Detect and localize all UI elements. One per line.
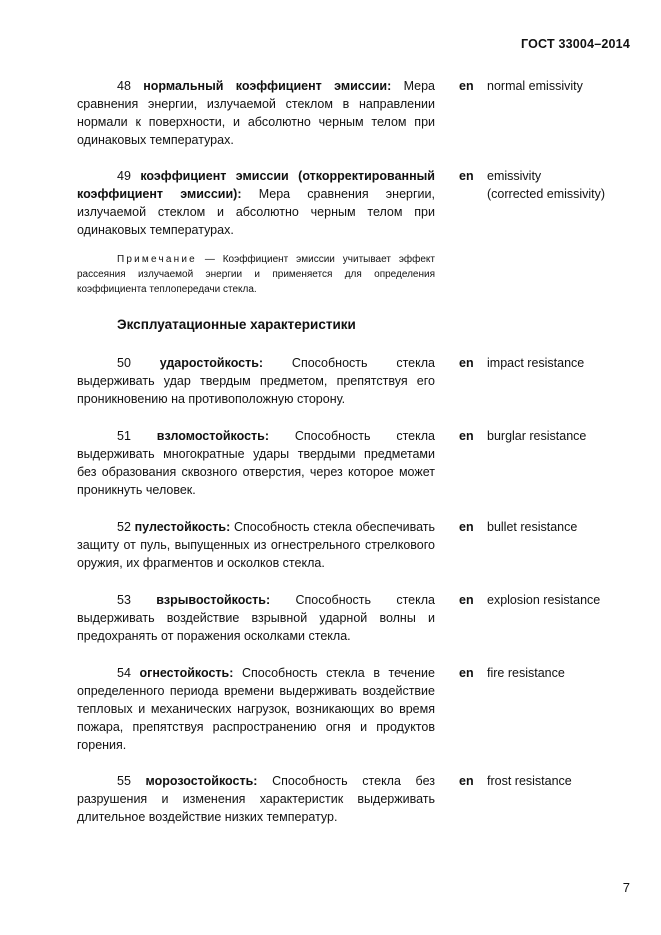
section-title: Эксплуатационные характеристики [117,317,356,332]
term-text: Способность стекла без разрушения и изменения характеристик выдерживать длительное воздействие низких температур. [77,774,435,824]
term-entry-50 [77,354,637,408]
term-title: огнестойкость: [139,666,234,680]
page-number: 7 [622,880,630,895]
english-term: bullet resistance [487,520,578,534]
english-term: burglar resistance [487,429,587,443]
language-code: en [459,356,474,370]
english-term: fire resistance [487,666,565,680]
term-text: Способность стекла выдерживать многократные удары твердыми предметами без образования сквозного отверстия, через которое может проникнуть человек. [77,429,435,497]
term-title: пулестойкость: [134,520,231,534]
term-definition [77,354,435,408]
english-term: explosion resistance [487,593,601,607]
english-term: impact resistance [487,356,585,370]
term-number: 53 [117,593,131,607]
term-entry-55 [77,772,637,826]
language-code: en [459,79,474,93]
term-title: взломостойкость: [156,429,270,443]
term-entry-52 [77,518,637,572]
term-number: 49 [117,169,131,183]
term-entry-49 [77,167,637,239]
language-code: en [459,593,474,607]
document-code: ГОСТ 33004–2014 [521,37,630,51]
term-entry-48 [77,77,637,149]
term-definition [77,167,435,239]
term-number: 50 [117,356,131,370]
term-number: 52 [117,520,131,534]
term-text: Способность стекла выдерживать удар твердым предметом, препятствуя его проникновению на противоположную сторону. [77,356,435,406]
term-number: 51 [117,429,131,443]
term-number: 55 [117,774,131,788]
english-term [487,167,637,203]
term-definition [77,77,435,149]
term-entry-51 [77,427,637,499]
term-definition [77,518,435,572]
term-number: 48 [117,79,131,93]
term-entry-53 [77,591,637,645]
term-title: морозостойкость: [145,774,258,788]
term-number: 54 [117,666,131,680]
language-code: en [459,774,474,788]
english-term-line: (corrected emissivity) [487,187,606,201]
term-text: Способность стекла в течение определенного периода времени выдерживать воздействие тепловых и механических нагрузок, возникающих во время пожара, препятствуя распространению огня и продуктов горения. [77,666,435,752]
language-code: en [459,169,474,183]
note-text: — Коэффициент эмиссии учитывает эффект рассеяния излучаемой энергии и применяется для определения коэффициента теплопередачи стекла. [77,254,436,295]
term-definition [77,772,435,826]
term-text: Мера сравнения энергии, излучаемой стеклом и абсолютно черным телом при одинаковых температурах. [77,187,435,237]
term-title: коэффициент эмиссии (откорректированный коэффициент эмиссии): [77,169,435,201]
term-title: взрывостойкость: [156,593,271,607]
term-definition [77,427,435,499]
english-term: normal emissivity [487,79,583,93]
term-title: ударостойкость: [159,356,264,370]
term-definition [77,664,435,754]
term-title: нормальный коэффициент эмиссии: [143,79,392,93]
note-label: Примечание [117,254,197,265]
term-definition [77,591,435,645]
language-code: en [459,520,474,534]
term-text: Мера сравнения энергии, излучаемой стеклом в направлении нормали к поверхности, и абсолютно черным телом при одинаковых температурах. [77,79,435,147]
language-code: en [459,666,474,680]
english-term-line: emissivity [487,169,542,183]
english-term: frost resistance [487,774,572,788]
term-text: Способность стекла обеспечивать защиту от пуль, выпущенных из огнестрельного стрелкового оружия, их фрагментов и осколков стекла. [77,520,435,570]
language-code: en [459,429,474,443]
note [77,252,435,297]
term-text: Способность стекла выдерживать воздействие взрывной ударной волны и предохранять от поражения осколками стекла. [77,593,435,643]
term-entry-54 [77,664,637,754]
